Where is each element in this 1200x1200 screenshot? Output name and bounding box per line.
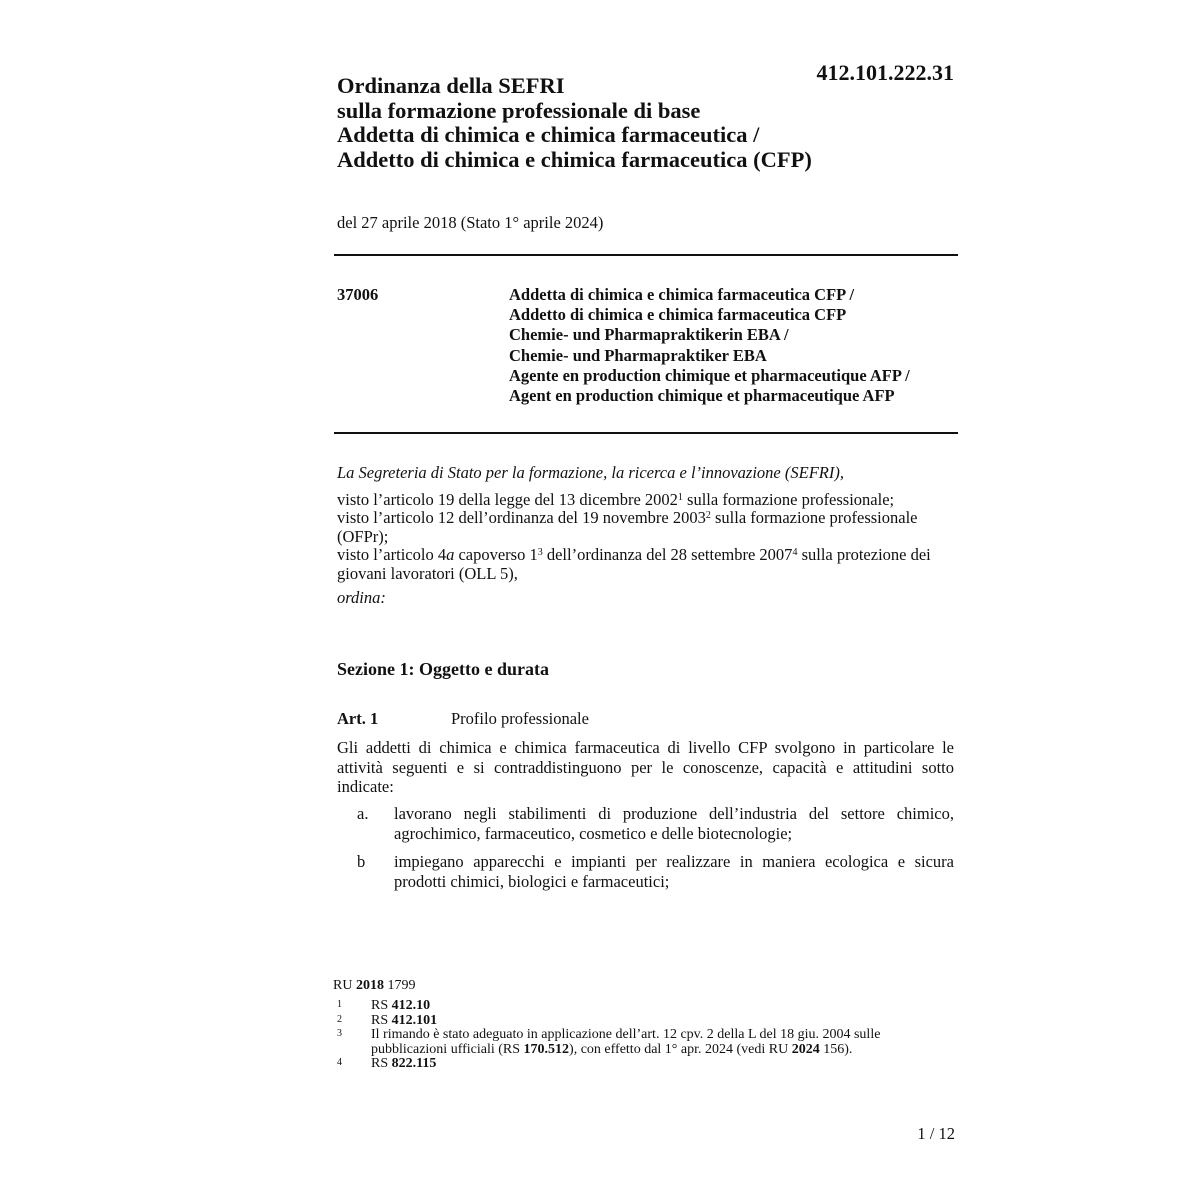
title-line: sulla formazione professionale di base (337, 97, 701, 123)
list-item (337, 804, 954, 843)
title-line: Addetta di chimica e chimica farmaceutica / (337, 122, 760, 147)
preamble (337, 464, 957, 608)
title-line: Addetto di chimica e chimica farmaceutica (CFP) (337, 146, 812, 172)
footnote-ref-2[interactable]: 2 (705, 510, 711, 521)
list-item-label: b (357, 852, 366, 871)
footnote-number: 3 (337, 1028, 342, 1039)
profession-name: Agent en production chimique et pharmaceutique AFP (509, 386, 895, 406)
preamble-ordina: ordina: (337, 588, 386, 607)
top-divider (334, 254, 958, 256)
list-item-text: impiegano apparecchi e impianti per realizzare in maniera ecologica e sicura prodotti chimici, biologici e farmaceutici; (394, 852, 954, 891)
sr-number: 412.101.222.31 (816, 60, 954, 85)
preamble-visto-2: visto l’articolo 12 dell’ordinanza del 19 novembre 2003$^2$ sulla formazione professionale (OFPr); (337, 508, 918, 546)
footnotes (337, 999, 927, 1072)
preamble-intro: La Segreteria di Stato per la formazione, la ricerca e l’innovazione (SEFRI), (337, 463, 844, 482)
profession-code: 37006 (337, 285, 379, 304)
article-number: Art. 1 (337, 709, 379, 728)
footnote-text: RS 412.101 (371, 1012, 438, 1028)
footnote-text: RS 822.115 (371, 1056, 437, 1071)
document-title (337, 74, 812, 172)
page-number: 1 / 12 (917, 1124, 955, 1143)
footnote-ref-3[interactable]: 3 (537, 547, 543, 558)
profession-name: Agente en production chimique et pharmaceutique AFP / (509, 365, 910, 385)
footnote (337, 1057, 927, 1072)
profession-name: Addetto di chimica e chimica farmaceutica CFP (509, 305, 847, 325)
footnote-number: 1 (337, 999, 342, 1010)
profession-names (509, 285, 910, 406)
list-item-label: a. (357, 804, 369, 823)
article-body: Gli addetti di chimica e chimica farmaceutica di livello CFP svolgono in particolare le attività seguenti e si contraddistinguono per le conoscenze, capacità e attitudini sotto indicate: (337, 738, 954, 796)
bottom-divider (334, 432, 958, 434)
footnote-ref-4[interactable]: 4 (792, 547, 798, 558)
footnote-text: Il rimando è stato adeguato in applicazione dell’art. 12 cpv. 2 della L del 18 giu. 2004 sulle pubblicazioni ufficiali (RS 170.512), con effetto dal 1° apr. 2024 (vedi RU 2024 156). (371, 1027, 881, 1057)
list-item (337, 852, 954, 891)
profession-name: Addetta di chimica e chimica farmaceutica CFP / (509, 285, 855, 304)
footnote-ref-1[interactable]: 1 (677, 491, 683, 503)
title-line: Ordinanza della SEFRI (337, 73, 565, 98)
profession-name: Chemie- und Pharmapraktiker EBA (509, 345, 767, 365)
footnote (337, 1028, 927, 1057)
document-date: del 27 aprile 2018 (Stato 1° aprile 2024) (337, 213, 604, 232)
list-item-text: lavorano negli stabilimenti di produzione dell’industria del settore chimico, agrochimico, farmaceutico, cosmetico e delle biotecnologie; (394, 804, 954, 843)
footnote (337, 999, 927, 1014)
footnote-number: 4 (337, 1057, 342, 1068)
preamble-visto-3: visto l’articolo 4a capoverso $1^3$ dell’ordinanza del 28 settembre 2007$^4$ sulla protezione dei giovani lavoratori (OLL 5), (337, 545, 931, 583)
footnote-number: 2 (337, 1013, 342, 1025)
article-list (337, 804, 954, 900)
profession-name: Chemie- und Pharmapraktikerin EBA / (509, 325, 789, 345)
footnote-text: RS 412.10 (371, 998, 431, 1013)
article-title: Profilo professionale (451, 709, 589, 728)
footnote (337, 1014, 927, 1029)
ru-reference: RU 2018 1799 (333, 978, 416, 993)
preamble-visto-1: visto l’articolo 19 della legge del 13 dicembre 2002$^1$ sulla formazione professionale; (337, 489, 895, 509)
section-title: Sezione 1: Oggetto e durata (337, 659, 549, 679)
